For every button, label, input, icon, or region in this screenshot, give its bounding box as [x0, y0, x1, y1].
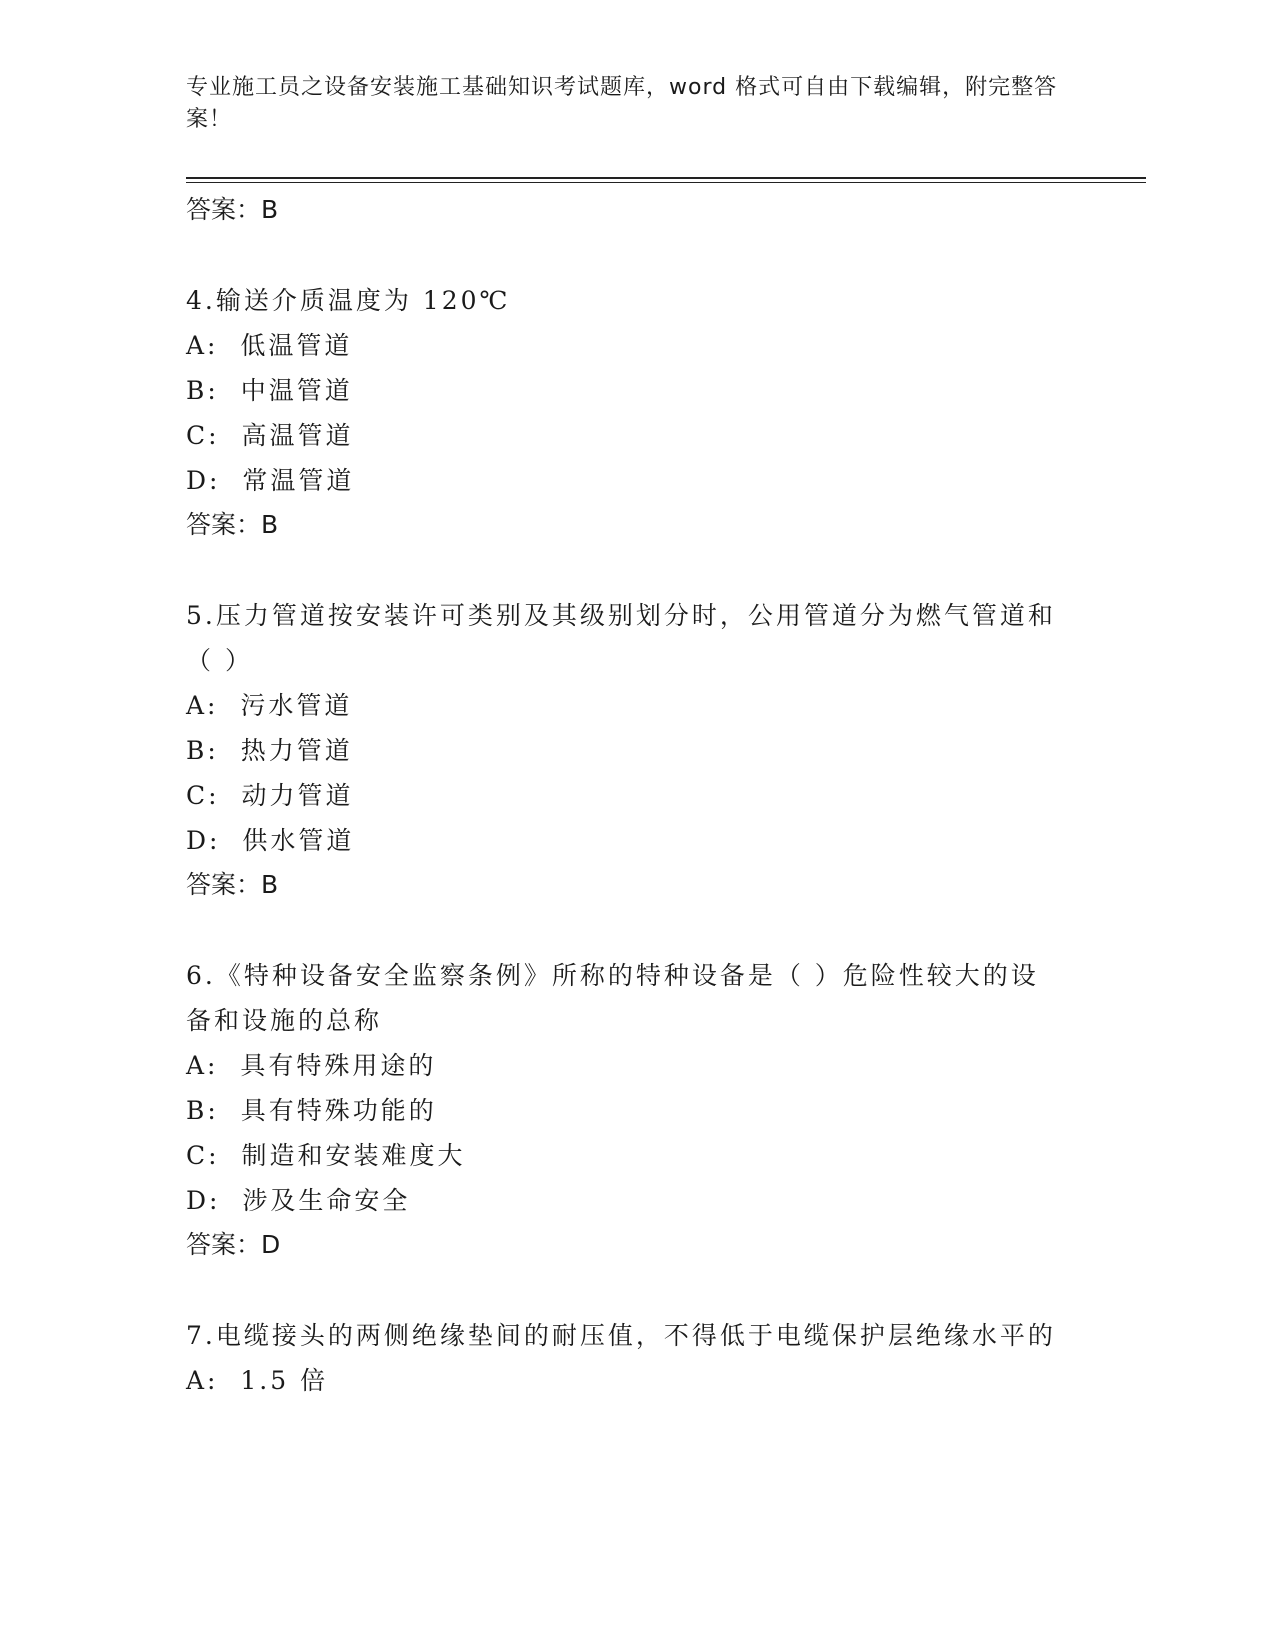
question-text: 6.《特种设备安全监察条例》所称的特种设备是（ ）危险性较大的设备和设施的总称	[186, 961, 1039, 1035]
option-c: C: 动力管道	[186, 781, 354, 810]
option-b: B: 具有特殊功能的	[186, 1096, 437, 1125]
answer-label: 答案：B	[186, 870, 279, 899]
question-text: 5.压力管道按安装许可类别及其级别划分时，公用管道分为燃气管道和（ ）	[186, 601, 1056, 675]
question-block	[186, 278, 1066, 545]
option-a: A: 1.5 倍	[186, 1366, 329, 1395]
answer-label: 答案：B	[186, 195, 279, 224]
option-b: B: 热力管道	[186, 736, 353, 765]
question-block	[186, 593, 1066, 905]
question-list	[186, 190, 1066, 1451]
option-a: A: 低温管道	[186, 331, 353, 360]
answer-label: 答案：B	[186, 510, 279, 539]
option-d: D: 常温管道	[186, 466, 355, 495]
header-divider	[186, 177, 1146, 179]
document-header: 专业施工员之设备安装施工基础知识考试题库，word 格式可自由下载编辑，附完整答案！	[186, 75, 1058, 132]
question-block	[186, 953, 1066, 1265]
option-d: D: 涉及生命安全	[186, 1186, 411, 1215]
header-divider-thin	[186, 182, 1146, 183]
question-block	[186, 1313, 1066, 1403]
question-text: 7.电缆接头的两侧绝缘垫间的耐压值，不得低于电缆保护层绝缘水平的	[186, 1321, 1056, 1350]
question-text: 4.输送介质温度为 120℃	[186, 286, 511, 315]
option-a: A: 具有特殊用途的	[186, 1051, 437, 1080]
option-b: B: 中温管道	[186, 376, 353, 405]
option-d: D: 供水管道	[186, 826, 355, 855]
option-a: A: 污水管道	[186, 691, 353, 720]
answer-label: 答案：D	[186, 1230, 281, 1259]
option-c: C: 高温管道	[186, 421, 354, 450]
option-c: C: 制造和安装难度大	[186, 1141, 466, 1170]
